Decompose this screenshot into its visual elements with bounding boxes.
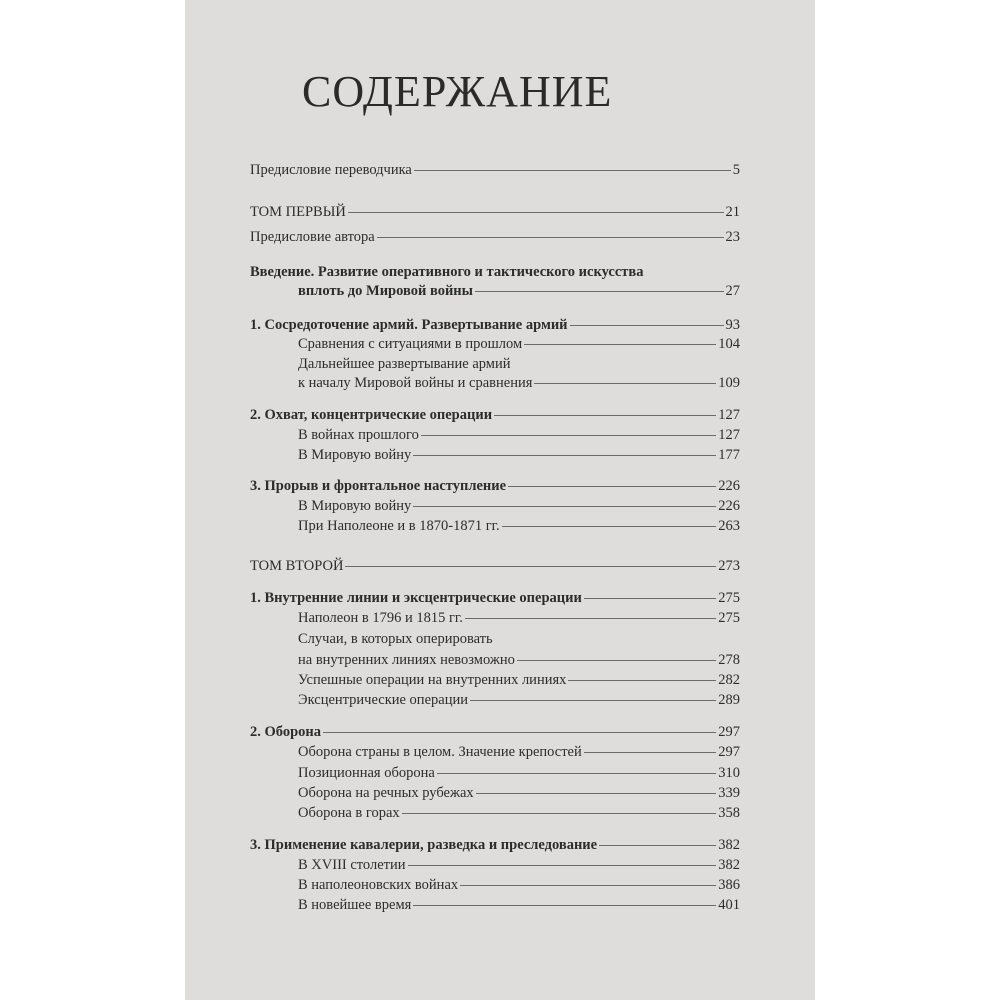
toc-entry-page: 382 xyxy=(718,837,740,853)
toc-entry-page: 226 xyxy=(718,498,740,514)
toc-entry-title: Эксцентрические операции xyxy=(298,692,468,708)
toc-entry-title: ТОМ ВТОРОЙ xyxy=(250,558,344,574)
toc-entry xyxy=(298,784,740,802)
toc-entry xyxy=(298,335,740,353)
toc-entry xyxy=(298,671,740,689)
toc-entry-page: 401 xyxy=(718,897,740,913)
toc-entry-page: 177 xyxy=(718,447,740,463)
toc-entry-title: 1. Сосредоточение армий. Развертывание армий xyxy=(250,317,568,333)
toc-entry-title: Предисловие переводчика xyxy=(250,162,412,178)
leader-line xyxy=(470,700,716,701)
toc-entry-page: 109 xyxy=(718,375,740,391)
toc-entry-page: 382 xyxy=(718,857,740,873)
toc-entry-title: Оборона на речных рубежах xyxy=(298,785,474,801)
toc-entry-title: 1. Внутренние линии и эксцентрические операции xyxy=(250,590,582,606)
leader-line xyxy=(413,905,716,906)
leader-line xyxy=(534,383,716,384)
toc-entry-page: 339 xyxy=(718,785,740,801)
toc-entry-title: При Наполеоне и в 1870-1871 гг. xyxy=(298,518,500,534)
toc-entry xyxy=(298,691,740,709)
leader-line xyxy=(476,793,717,794)
leader-line xyxy=(494,415,716,416)
toc-entry-page: 21 xyxy=(725,204,740,220)
toc-entry-page: 297 xyxy=(718,744,740,760)
toc-entry-page: 278 xyxy=(718,652,740,668)
toc-entry-page: 104 xyxy=(718,336,740,352)
toc-entry-title-line1: Случаи, в которых оперировать xyxy=(298,631,493,647)
toc-entry xyxy=(298,497,740,515)
toc-entry-page: 275 xyxy=(718,610,740,626)
toc-entry-title: к началу Мировой войны и сравнения xyxy=(298,375,533,391)
toc-entry xyxy=(250,161,740,179)
toc-entry xyxy=(298,374,740,392)
leader-line xyxy=(460,885,716,886)
toc-entry-page: 27 xyxy=(725,283,740,299)
toc-entry-title: Позиционная оборона xyxy=(298,765,435,781)
leader-line xyxy=(413,506,716,507)
toc-entry-volume xyxy=(250,557,740,575)
toc-entry-volume xyxy=(250,203,740,221)
toc-entry-chapter xyxy=(250,406,740,424)
toc-entry-page: 358 xyxy=(718,805,740,821)
toc-entry xyxy=(298,651,740,669)
leader-line xyxy=(345,566,716,567)
leader-line xyxy=(502,526,717,527)
toc-entry-title: Оборона страны в целом. Значение крепостей xyxy=(298,744,582,760)
toc-entry-title: 2. Оборона xyxy=(250,724,322,740)
toc-entry-page: 310 xyxy=(718,765,740,781)
leader-line xyxy=(584,752,717,753)
toc-entry-title: Предисловие автора xyxy=(250,229,375,245)
leader-line xyxy=(570,325,724,326)
toc-entry-chapter xyxy=(250,836,740,854)
toc-entry-chapter xyxy=(250,477,740,495)
toc-entry-title: В войнах прошлого xyxy=(298,427,419,443)
leader-line xyxy=(475,291,724,292)
toc-entry xyxy=(298,446,740,464)
toc-entry xyxy=(250,228,740,246)
toc-entry-page: 23 xyxy=(725,229,740,245)
toc-entry-title: ТОМ ПЕРВЫЙ xyxy=(250,204,346,220)
toc-entry xyxy=(298,282,740,300)
leader-line xyxy=(377,237,724,238)
leader-line xyxy=(517,660,716,661)
leader-line xyxy=(584,598,716,599)
toc-entry-title: В новейшее время xyxy=(298,897,412,913)
leader-line xyxy=(599,845,716,846)
toc-entry-chapter xyxy=(250,316,740,334)
leader-line xyxy=(323,732,716,733)
toc-entry-page: 226 xyxy=(718,478,740,494)
toc-entry-chapter xyxy=(250,723,740,741)
toc-entry-title: вплоть до Мировой войны xyxy=(298,283,473,299)
leader-line xyxy=(568,680,716,681)
toc-entry xyxy=(298,856,740,874)
toc-entry-title: В XVIII столетии xyxy=(298,857,406,873)
leader-line xyxy=(524,344,716,345)
toc-entry-title: на внутренних линиях невозможно xyxy=(298,652,515,668)
toc-entry xyxy=(298,426,740,444)
toc-entry xyxy=(298,804,740,822)
toc-entry-page: 275 xyxy=(718,590,740,606)
toc-entry-page: 297 xyxy=(718,724,740,740)
leader-line xyxy=(413,455,716,456)
toc-entry-title: 3. Применение кавалерии, разведка и преследование xyxy=(250,837,598,853)
toc-entry-title: В наполеоновских войнах xyxy=(298,877,459,893)
toc-entry-title: В Мировую войну xyxy=(298,498,412,514)
toc-entry-page: 93 xyxy=(725,317,740,333)
toc-entry xyxy=(298,764,740,782)
toc-entry-chapter xyxy=(250,589,740,607)
toc-entry-title-line1: Дальнейшее развертывание армий xyxy=(298,356,511,372)
leader-line xyxy=(465,618,716,619)
toc-entry-title: Успешные операции на внутренних линиях xyxy=(298,672,567,688)
toc-entry xyxy=(298,876,740,894)
toc-entry-page: 386 xyxy=(718,877,740,893)
leader-line xyxy=(437,773,716,774)
toc-entry-title: Оборона в горах xyxy=(298,805,400,821)
toc-entry xyxy=(298,517,740,535)
toc-entry-page: 273 xyxy=(718,558,740,574)
toc-entry-title: Наполеон в 1796 и 1815 гг. xyxy=(298,610,463,626)
toc-entry-title-line1: Введение. Развитие оперативного и тактического искусства xyxy=(250,264,644,280)
toc-entry xyxy=(298,896,740,914)
toc-entry-page: 263 xyxy=(718,518,740,534)
toc-entry-title: 2. Охват, концентрические операции xyxy=(250,407,493,423)
toc-entry xyxy=(298,609,740,627)
page-title: СОДЕРЖАНИЕ xyxy=(302,67,613,116)
toc-entry-page: 289 xyxy=(718,692,740,708)
leader-line xyxy=(348,212,724,213)
toc-entry-title: 3. Прорыв и фронтальное наступление xyxy=(250,478,507,494)
toc-entry-page: 5 xyxy=(732,162,740,178)
leader-line xyxy=(414,170,731,171)
toc-entry-title: Сравнения с ситуациями в прошлом xyxy=(298,336,523,352)
toc-entry-page: 127 xyxy=(718,407,740,423)
leader-line xyxy=(402,813,717,814)
toc-entry-title: В Мировую войну xyxy=(298,447,412,463)
leader-line xyxy=(508,486,716,487)
toc-entry xyxy=(298,743,740,761)
leader-line xyxy=(421,435,716,436)
toc-entry-page: 127 xyxy=(718,427,740,443)
leader-line xyxy=(408,865,717,866)
toc-entry-page: 282 xyxy=(718,672,740,688)
